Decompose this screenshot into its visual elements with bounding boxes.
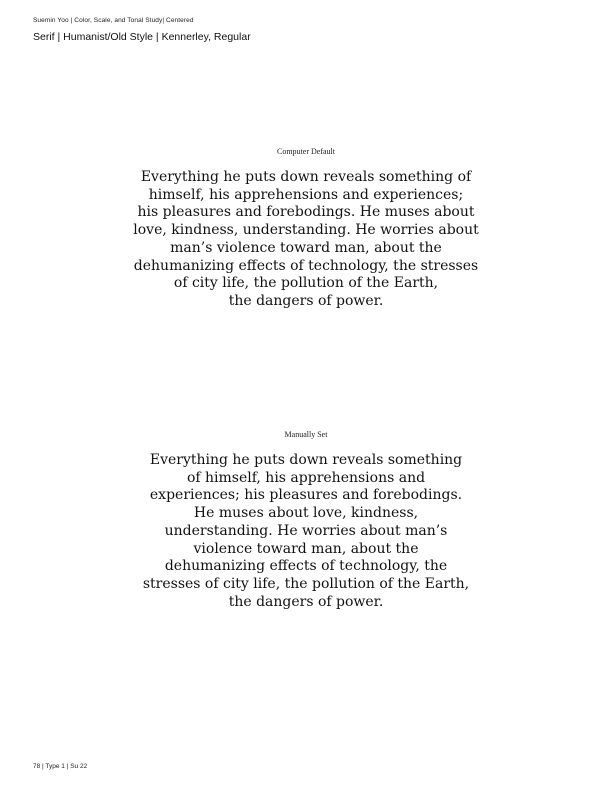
specimen-line: understanding. He worries about man’s [164, 522, 448, 539]
specimen-manually-set [0, 452, 612, 611]
specimen-line: himself, his apprehensions and experiences; [148, 186, 464, 203]
specimen-line: experiences; his pleasures and forebodings. [149, 487, 463, 504]
header-meta: Suemin Yoo | Color, Scale, and Tonal Study| Centered [33, 17, 194, 24]
section-label-manually-set: Manually Set [284, 430, 328, 439]
specimen-computer-default [0, 169, 612, 311]
specimen-line: stresses of city life, the pollution of the Earth, [142, 575, 470, 592]
page-footer: 78 | Type 1 | Su 22 [33, 763, 88, 770]
specimen-line: of himself, his apprehensions and [186, 469, 426, 486]
specimen-line: Everything he puts down reveals something [149, 452, 463, 468]
font-specification: Serif | Humanist/Old Style | Kennerley, Regular [33, 31, 251, 43]
specimen-line: man’s violence toward man, about the [170, 239, 442, 256]
specimen-line: love, kindness, understanding. He worries about [133, 222, 479, 239]
specimen-line: dehumanizing effects of technology, the stresses [133, 257, 479, 274]
specimen-line: He muses about love, kindness, [193, 505, 419, 522]
specimen-line: dehumanizing effects of technology, the [164, 558, 448, 575]
specimen-line: Everything he puts down reveals something of [140, 169, 472, 185]
section-label-computer-default: Computer Default [277, 147, 335, 156]
specimen-line: his pleasures and forebodings. He muses about [137, 204, 475, 221]
specimen-line: of city life, the pollution of the Earth, [173, 275, 439, 292]
specimen-line: the dangers of power. [228, 292, 384, 309]
specimen-line: the dangers of power. [228, 593, 384, 610]
specimen-line: violence toward man, about the [193, 540, 419, 557]
